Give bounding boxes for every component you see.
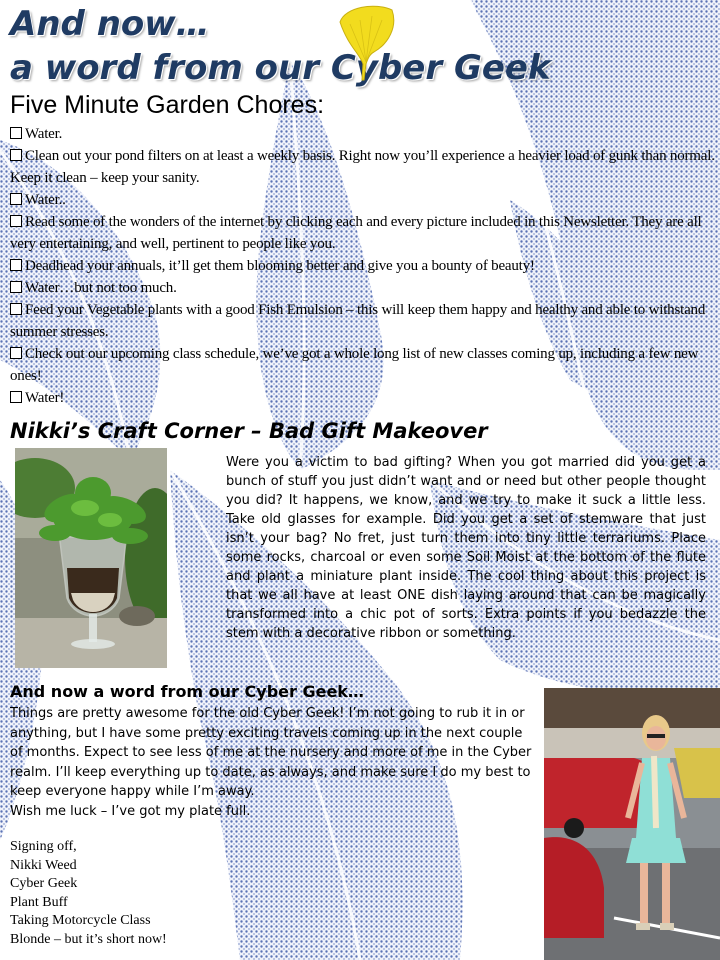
chore-item bbox=[10, 211, 715, 255]
craft-corner-heading: Nikki’s Craft Corner – Bad Gift Makeover bbox=[10, 419, 488, 443]
cyber-geek-closing: Wish me luck – I’ve got my plate full. bbox=[10, 803, 251, 819]
chore-text: Water! bbox=[25, 390, 65, 406]
terrarium-photo[interactable] bbox=[15, 448, 167, 668]
checkbox-bullet-icon bbox=[10, 281, 22, 293]
checkbox-bullet-icon bbox=[10, 149, 22, 161]
checkbox-bullet-icon bbox=[10, 303, 22, 315]
signoff-block bbox=[10, 838, 310, 949]
chore-item bbox=[10, 123, 715, 145]
signoff-line: Blonde – but it’s short now! bbox=[10, 931, 167, 947]
chore-item bbox=[10, 189, 715, 211]
garden-chores-heading: Five Minute Garden Chores: bbox=[10, 91, 325, 119]
signoff-line: Cyber Geek bbox=[10, 876, 78, 891]
chore-item bbox=[10, 343, 715, 387]
signoff-line: Plant Buff bbox=[10, 894, 68, 910]
signoff-line: Signing off, bbox=[10, 839, 77, 854]
signoff-line: Taking Motorcycle Class bbox=[10, 913, 151, 928]
cyber-geek-body: Things are pretty awesome for the old Cyber Geek! I’m not going to rub it in or anything, but I have some pretty exciting travels coming up in the next couple of months. Expect to see less of me at the nursery and more of me in the Cyber realm. I’ll keep everything up to date, as always, and make sure I do my best to keep everyone happy while I’m away. bbox=[10, 706, 532, 799]
newsletter-title bbox=[10, 2, 551, 90]
checkbox-bullet-icon bbox=[10, 193, 22, 205]
chore-text: Water.. bbox=[25, 192, 66, 208]
checkbox-bullet-icon bbox=[10, 259, 22, 271]
ginkgo-leaf-icon bbox=[330, 2, 400, 82]
chore-item bbox=[10, 255, 715, 277]
cyber-geek-photo[interactable] bbox=[544, 688, 720, 960]
chore-text: Deadhead your annuals, it’ll get them blooming better and give you a bounty of beauty! bbox=[25, 258, 535, 274]
title-line-1: And now… bbox=[10, 4, 210, 44]
chore-text: Read some of the wonders of the internet by clicking each and every picture included in this Newsletter. They are all very entertaining, and well, pertinent to people like you. bbox=[10, 214, 702, 252]
chore-text: Check out our upcoming class schedule, we’ve got a whole long list of new classes coming up, including a few new ones! bbox=[10, 346, 699, 384]
checkbox-bullet-icon bbox=[10, 127, 22, 139]
chore-item bbox=[10, 277, 715, 299]
chore-text: Clean out your pond filters on at least a weekly basis. Right now you’ll experience a heavier load of gunk than normal. Keep it clean – keep your sanity. bbox=[10, 148, 715, 186]
cyber-geek-text bbox=[10, 704, 535, 821]
chore-text: Feed your Vegetable plants with a good Fish Emulsion – this will keep them happy and healthy and able to withstand summer stresses. bbox=[10, 302, 706, 340]
cyber-geek-heading: And now a word from our Cyber Geek… bbox=[10, 682, 364, 701]
chore-item bbox=[10, 387, 715, 409]
chore-item bbox=[10, 145, 715, 189]
checkbox-bullet-icon bbox=[10, 215, 22, 227]
chore-text: Water…but not too much. bbox=[25, 280, 177, 296]
checkbox-bullet-icon bbox=[10, 391, 22, 403]
craft-corner-text: Were you a victim to bad gifting? When you got married did you get a bunch of stuff you just didn’t want and or need but other people thought you did? It happens, we know, and we try to make it suck a little less. Take old glasses for example. Did you get a set of stemware that just isn’t your bag? No fret, just turn them into tiny little terrariums. Place some rocks, charcoal or even some Soil Moist at the bottom of the flute and plant a miniature plant inside. The cool thing about this project is that we all have at least ONE dish laying around that can be magically transformed into a chic pot of sorts. Extra points if you bedazzle the stem with a decorative ribbon or something. bbox=[226, 455, 706, 641]
signoff-line: Nikki Weed bbox=[10, 857, 77, 873]
chore-item bbox=[10, 299, 715, 343]
chore-text: Water. bbox=[25, 126, 63, 142]
title-line-2: a word from our Cyber Geek bbox=[10, 48, 551, 88]
checkbox-bullet-icon bbox=[10, 347, 22, 359]
garden-chores-list bbox=[10, 123, 715, 409]
